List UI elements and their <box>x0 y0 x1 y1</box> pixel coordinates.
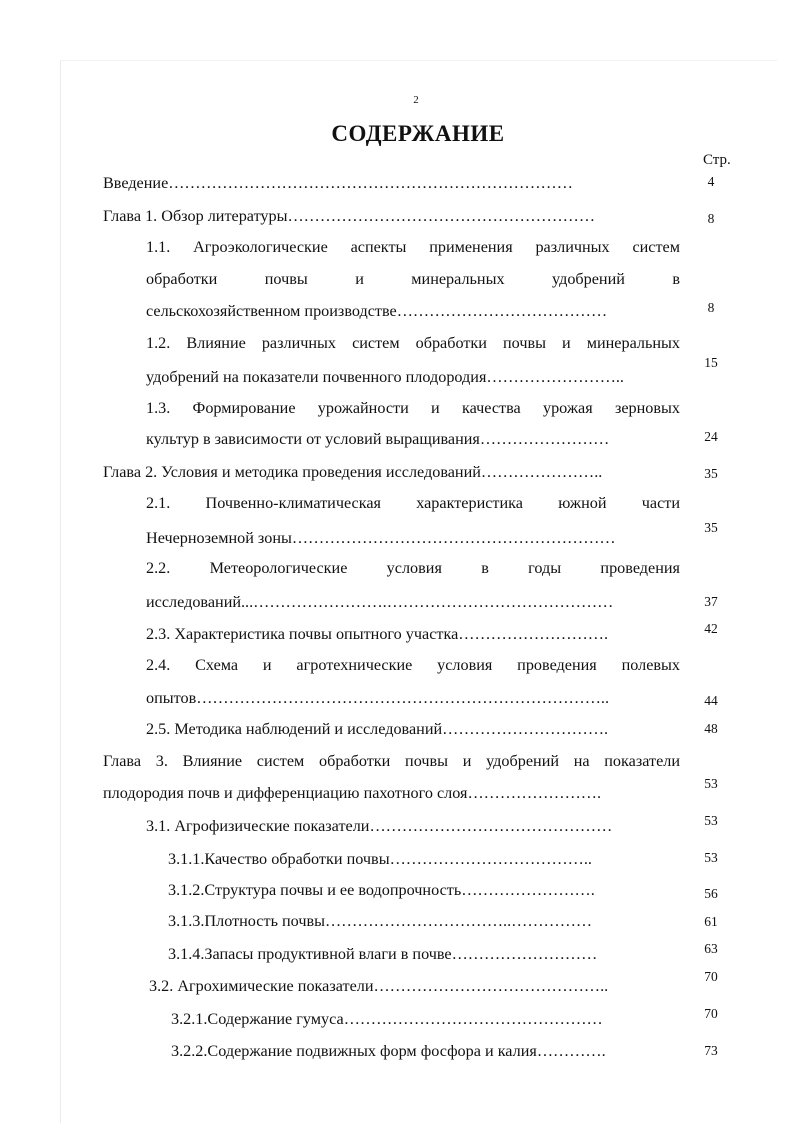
toc-page-chapter-1: 8 <box>707 211 715 226</box>
toc-entry-chapter-2[interactable]: Глава 2. Условия и методика проведения исследований………………….. <box>103 463 603 481</box>
toc-entry-1-1-line-3[interactable]: сельскохозяйственном производстве………………………………… <box>146 302 608 320</box>
toc-page-2-2: 37 <box>704 594 718 609</box>
toc-entry-2-1-line-2[interactable]: Нечерноземной зоны…………………………………………………… <box>146 529 616 547</box>
page-title: СОДЕРЖАНИЕ <box>331 121 505 146</box>
toc-page-3-1-2: 56 <box>704 886 718 901</box>
toc-entry-1-2-line-2[interactable]: удобрений на показатели почвенного плодородия…………………….. <box>146 368 624 386</box>
toc-page-2-3: 42 <box>704 621 718 636</box>
toc-entry-1-3-line-1[interactable]: 1.3. Формирование урожайности и качества урожая зерновых <box>146 399 680 417</box>
toc-entry-3-2[interactable]: 3.2. Агрохимические показатели…………………………………….. <box>149 977 609 995</box>
toc-page-3-1: 53 <box>704 813 718 828</box>
toc-page-1-2: 15 <box>704 355 718 370</box>
toc-entry-3-1-2[interactable]: 3.1.2.Структура почвы и ее водопрочность……………………. <box>168 881 595 899</box>
toc-page-3-1-3: 61 <box>704 914 718 929</box>
toc-page-1-1: 8 <box>707 300 715 315</box>
toc-entry-1-1-line-2[interactable]: обработки почвы и минеральных удобрений в <box>146 270 680 288</box>
toc-page-3-2-2: 73 <box>704 1043 718 1058</box>
toc-entry-3-1-1[interactable]: 3.1.1.Качество обработки почвы……………………………….. <box>168 850 592 868</box>
toc-page-3-2-1: 70 <box>704 1006 718 1021</box>
toc-page-3-1-4: 63 <box>704 941 718 956</box>
toc-entry-1-3-line-2[interactable]: культур в зависимости от условий выращивания…………………… <box>146 430 610 448</box>
toc-page-chapter-2: 35 <box>704 466 718 481</box>
toc-entry-2-2-line-1[interactable]: 2.2. Метеорологические условия в годы проведения <box>146 559 680 577</box>
toc-entry-3-1-3[interactable]: 3.1.3.Плотность почвы……………………………..…………… <box>168 912 593 930</box>
toc-page-3-1-1: 53 <box>704 850 718 865</box>
toc-page-chapter-3: 53 <box>704 776 718 791</box>
toc-entry-3-2-1[interactable]: 3.2.1.Содержание гумуса………………………………………… <box>171 1010 603 1028</box>
toc-entry-3-2-2[interactable]: 3.2.2.Содержание подвижных форм фосфора и калия…………. <box>171 1042 606 1060</box>
toc-entry-introduction[interactable]: Введение………………………………………………………………… <box>103 174 573 192</box>
toc-entry-2-5[interactable]: 2.5. Методика наблюдений и исследований…………………………. <box>146 720 609 738</box>
toc-page-2-5: 48 <box>704 721 718 736</box>
toc-entry-chapter-3-line-1[interactable]: Глава 3. Влияние систем обработки почвы и удобрений на показатели <box>103 752 680 770</box>
toc-page-1-3: 24 <box>704 429 718 444</box>
toc-page-3-2: 70 <box>704 969 718 984</box>
toc-entry-2-2-line-2[interactable]: исследований...…………………….…………………………………… <box>146 593 614 611</box>
toc-entry-2-4-line-1[interactable]: 2.4. Схема и агротехнические условия проведения полевых <box>146 656 680 674</box>
toc-page-2-1: 35 <box>704 520 718 535</box>
page-number: 2 <box>413 94 419 106</box>
toc-entry-1-1-line-1[interactable]: 1.1. Агроэкологические аспекты применения различных систем <box>146 238 680 256</box>
toc-entry-2-3[interactable]: 2.3. Характеристика почвы опытного участка………………………. <box>146 625 609 643</box>
toc-entry-3-1-4[interactable]: 3.1.4.Запасы продуктивной влаги в почве……………………… <box>168 945 598 963</box>
page-column-label: Стр. <box>703 152 731 168</box>
toc-page-2-4: 44 <box>704 693 718 708</box>
toc-entry-2-4-line-2[interactable]: опытов………………………………………………………………….. <box>146 689 610 707</box>
toc-entry-chapter-3-line-2[interactable]: плодородия почв и дифференциацию пахотного слоя……………………. <box>103 784 602 802</box>
toc-entry-3-1[interactable]: 3.1. Агрофизические показатели……………………………………… <box>146 817 613 835</box>
toc-page-introduction: 4 <box>707 174 715 189</box>
toc-entry-1-2-line-1[interactable]: 1.2. Влияние различных систем обработки почвы и минеральных <box>146 334 680 352</box>
toc-entry-chapter-1[interactable]: Глава 1. Обзор литературы………………………………………………… <box>103 207 596 225</box>
toc-entry-2-1-line-1[interactable]: 2.1. Почвенно-климатическая характеристика южной части <box>146 494 680 512</box>
